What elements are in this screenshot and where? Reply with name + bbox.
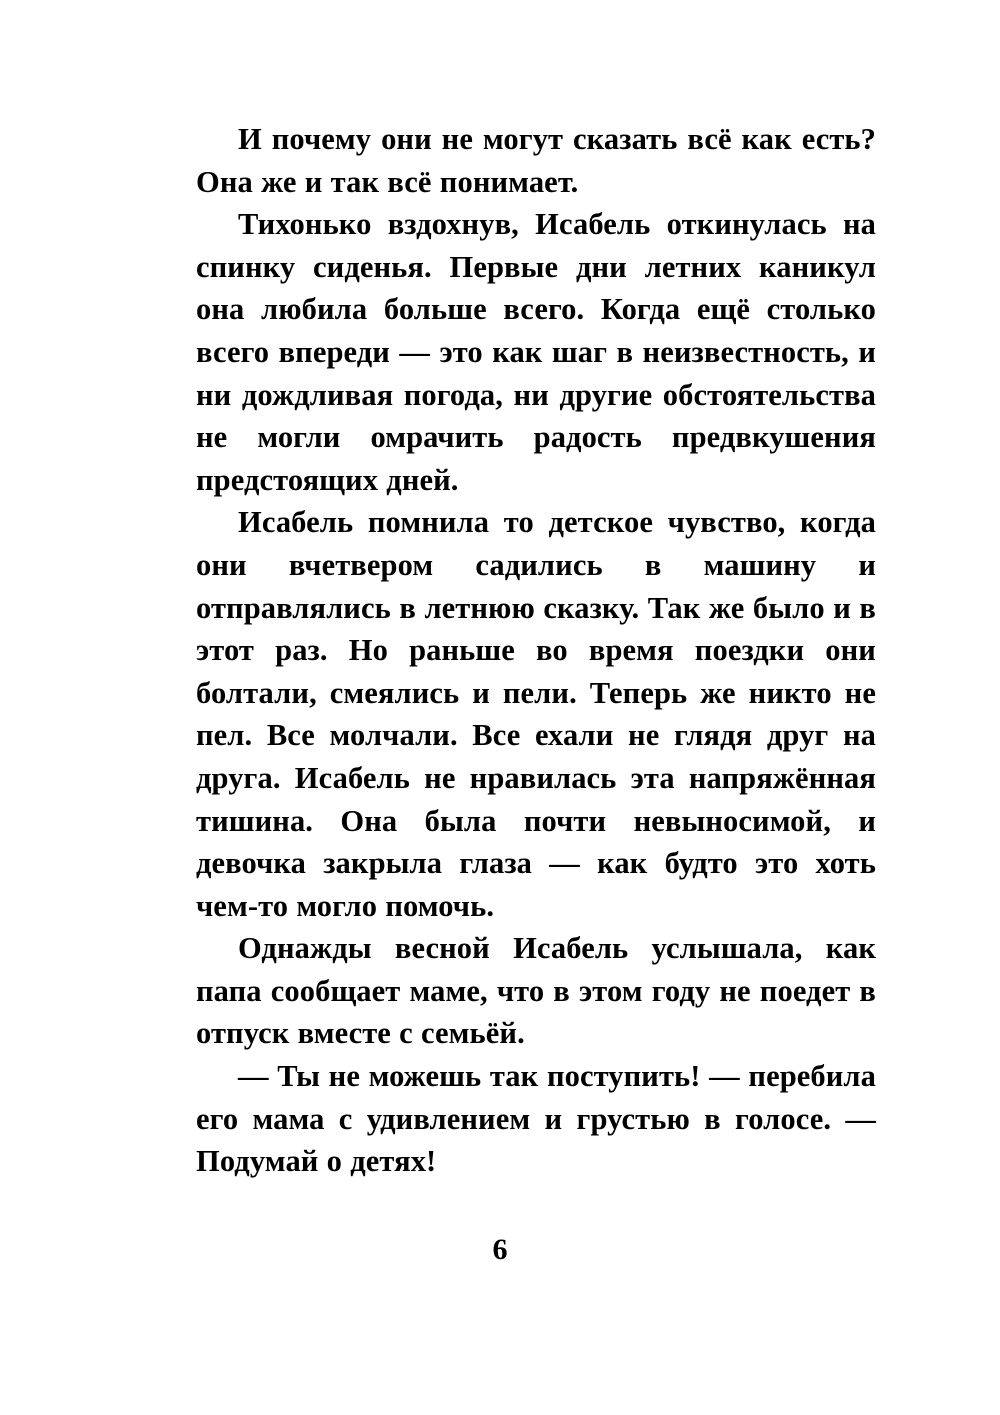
body-text [196,118,876,1183]
paragraph-2: Тихонько вздохнув, Исабель откинулась на спинку сиденья. Первые дни летних каникул она любила больше всего. Когда ещё столько всего впереди — это как шаг в неизвестность, и ни дождливая погода, ни другие обстоятельства не могли омрачить радость предвкушения предстоящих дней. [196,207,876,497]
page-number: 6 [492,1233,508,1266]
paragraph-3: Исабель помнила то детское чувство, когда они вчетвером садились в машину и отправлялись в летнюю сказку. Так же было и в этот раз. Но раньше во время поездки они болтали, смеялись и пели. Теперь же никто не пел. Все молчали. Все ехали не глядя друг на друга. Исабель не нравилась эта напряжённая тишина. Она была почти невыносимой, и девочка закрыла глаза — как будто это хоть чем-то могло помочь. [196,505,876,923]
paragraph-5: — Ты не можешь так поступить! — перебила его мама с удивлением и грустью в голосе. — Подумай о детях! [196,1059,876,1179]
paragraph-4: Однажды весной Исабель услышала, как папа сообщает маме, что в этом году не поедет в отпуск вместе с семьёй. [196,931,876,1051]
paragraph-1: И почему они не могут сказать всё как есть? Она же и так всё понимает. [196,122,876,199]
